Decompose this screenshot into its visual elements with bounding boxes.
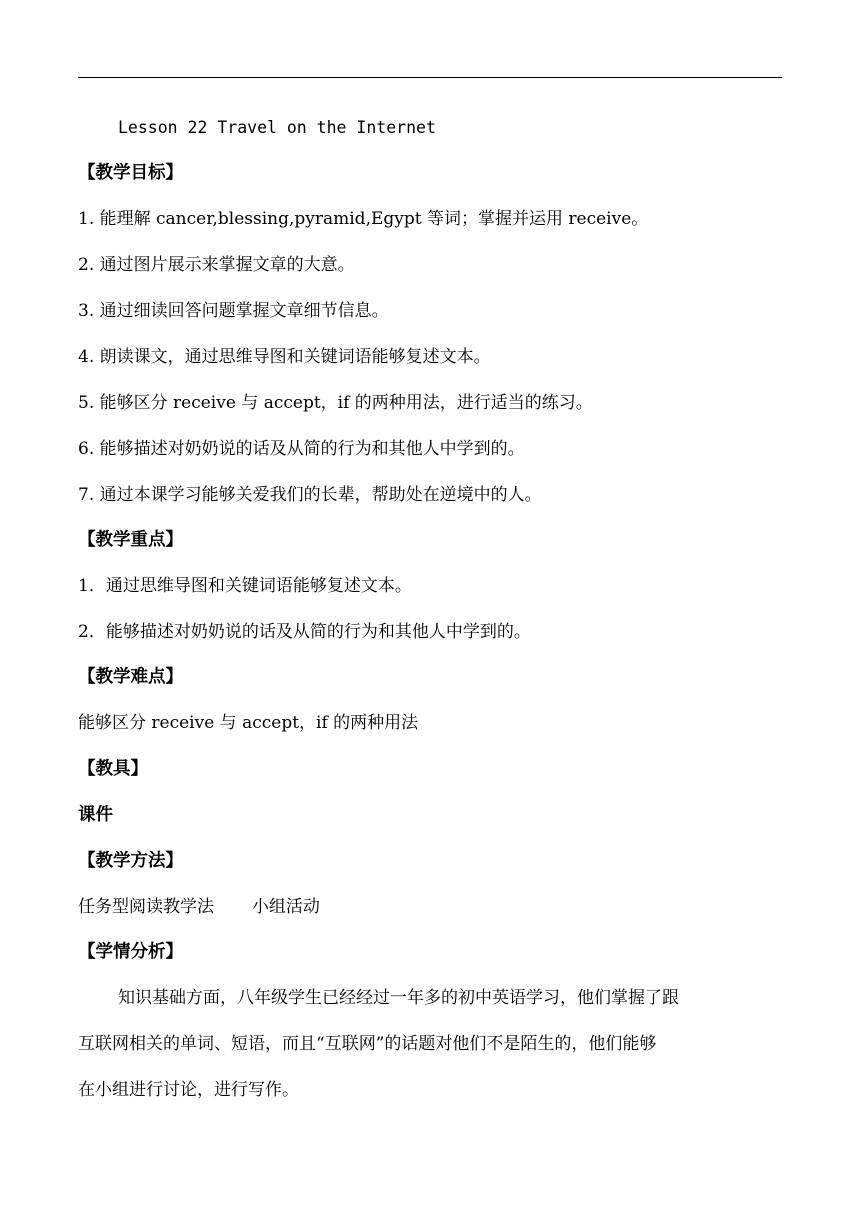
difficulties-text: 能够区分 receive 与 accept，if 的两种用法: [78, 713, 419, 733]
analysis-line: 知识基础方面，八年级学生已经经过一年多的初中英语学习，他们掌握了跟: [118, 988, 679, 1008]
objective-item: 5. 能够区分 receive 与 accept，if 的两种用法，进行适当的练习。: [78, 393, 593, 413]
objective-item: 2. 通过图片展示来掌握文章的大意。: [78, 255, 355, 275]
key-point-item: 1．通过思维导图和关键词语能够复述文本。: [78, 576, 412, 596]
objective-item: 4. 朗读课文，通过思维导图和关键词语能够复述文本。: [78, 347, 491, 367]
objectives-heading: 【教学目标】: [78, 163, 183, 183]
analysis-heading: 【学情分析】: [78, 942, 183, 962]
analysis-line: 在小组进行讨论，进行写作。: [78, 1080, 299, 1100]
header-rule: [78, 77, 782, 78]
lesson-title: Lesson 22 Travel on the Internet: [118, 118, 436, 137]
key-point-item: 2．能够描述对奶奶说的话及从简的行为和其他人中学到的。: [78, 622, 531, 642]
key-points-heading: 【教学重点】: [78, 530, 183, 550]
tools-heading: 【教具】: [78, 759, 148, 779]
difficulties-heading: 【教学难点】: [78, 667, 183, 687]
methods-heading: 【教学方法】: [78, 851, 183, 871]
objective-item: 1. 能理解 cancer,blessing,pyramid,Egypt 等词；掌握并运用 receive。: [78, 209, 649, 229]
objective-item: 7. 通过本课学习能够关爱我们的长辈，帮助处在逆境中的人。: [78, 485, 542, 505]
tools-text: 课件: [78, 805, 113, 825]
objective-item: 6. 能够描述对奶奶说的话及从简的行为和其他人中学到的。: [78, 439, 525, 459]
methods-text: 任务型阅读教学法 小组活动: [78, 897, 320, 917]
objective-item: 3. 通过细读回答问题掌握文章细节信息。: [78, 301, 389, 321]
analysis-line: 互联网相关的单词、短语，而且“互联网”的话题对他们不是陌生的，他们能够: [78, 1034, 657, 1054]
